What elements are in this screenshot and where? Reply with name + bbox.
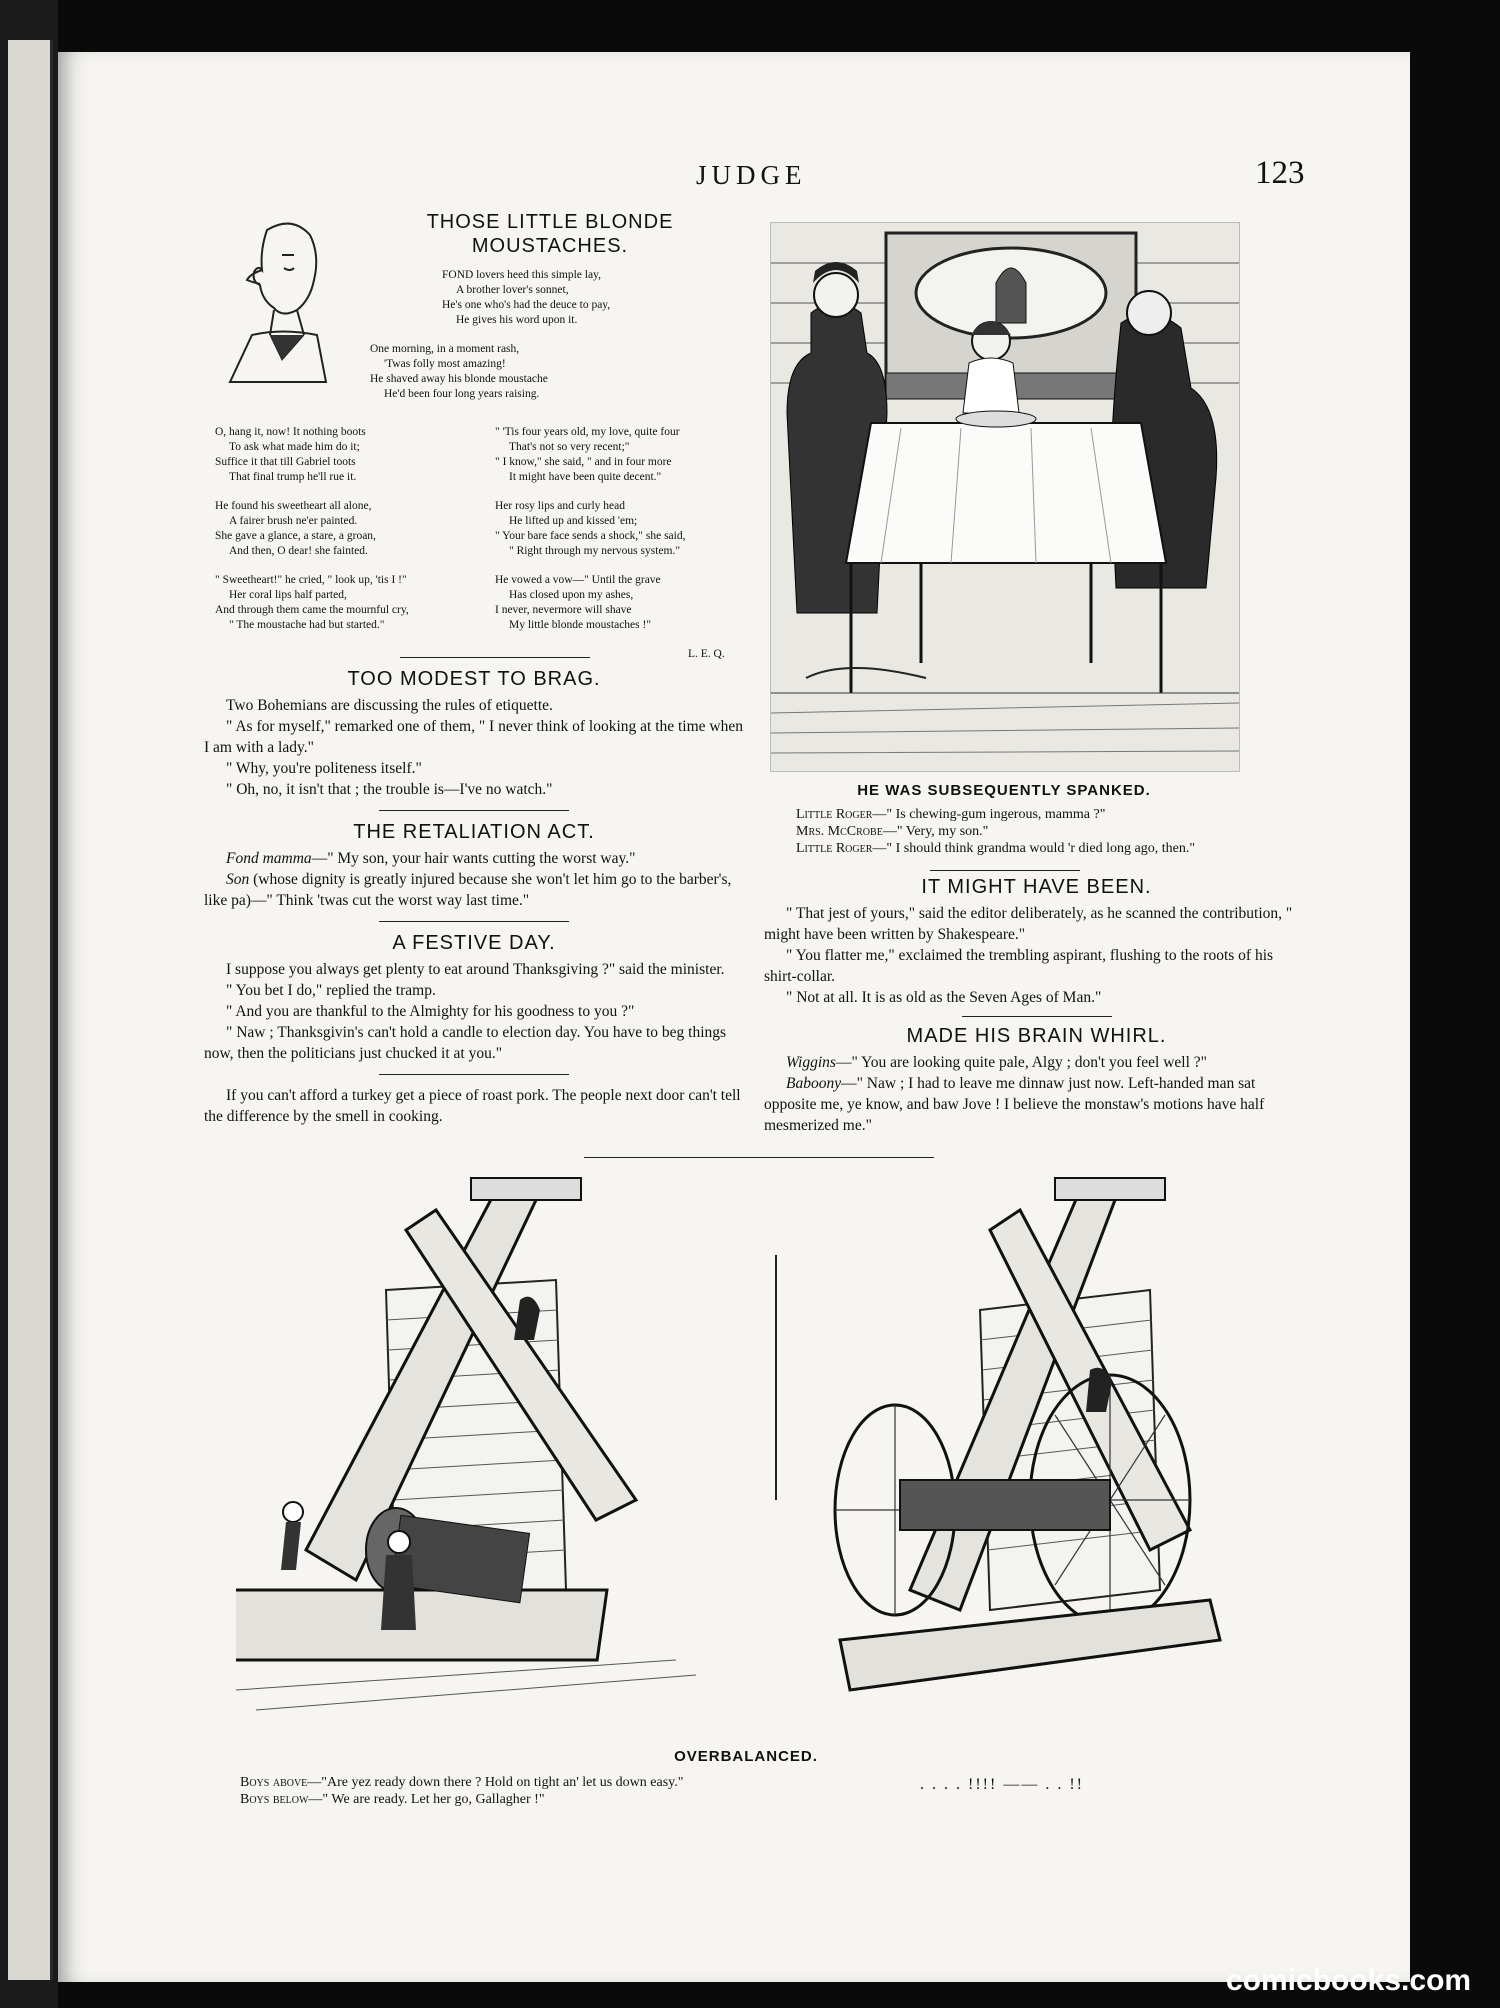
speaker: Baboony [786,1075,842,1092]
verse-line: He shaved away his blonde moustache [370,373,548,385]
paragraph: " And you are thankful to the Almighty for his goodness to you ?" [226,1003,635,1020]
poem-right-column [495,425,760,647]
panel-divider [775,1255,777,1500]
dialogue-line [796,806,1246,823]
portrait-sketch [222,210,332,385]
dialogue-line [218,1791,758,1808]
verse-line: He lifted up and kissed 'em; [509,515,638,527]
watermark: comicbooks.com [1226,1964,1472,1997]
verse-line: FOND lovers heed this simple lay, [442,269,601,281]
divider [400,657,590,658]
dialogue: —" We are ready. Let her go, Gallagher !" [308,1792,545,1807]
verse-line: " The moustache had but started." [229,619,385,631]
dialogue: —" My son, your hair wants cutting the worst way." [311,850,636,867]
paragraph: If you can't afford a turkey get a piece of roast pork. The people next door can't tell the difference by the smell in cooking. [204,1087,741,1125]
paragraph [204,869,744,911]
speaker: Boys above [240,1775,308,1790]
paragraph: " You bet I do," replied the tramp. [226,982,436,999]
verse-line: He's one who's had the deuce to pay, [442,299,611,311]
dialogue: —" Very, my son." [882,824,989,839]
overbalanced-exclamation: . . . . !!!! —— . . !! [920,1776,1084,1793]
dialogue-line [218,1774,758,1791]
dialogue: —" Is chewing-gum ingerous, mamma ?" [872,807,1106,822]
verse-line: That's not so very recent;" [509,441,630,453]
dialogue: —" You are looking quite pale, Algy ; don't you feel well ?" [835,1054,1207,1071]
dialogue-line [796,823,1246,840]
speaker: Fond mamma [226,850,312,867]
poem-left-column [215,425,475,647]
retaliation-title: THE RETALIATION ACT. [353,821,595,843]
paragraph: " Naw ; Thanksgivin's can't hold a candle to election day. You have to beg things now, then the politicians just chucked it at you." [204,1024,727,1062]
divider [379,1074,569,1075]
paragraph: " Why, you're politeness itself." [226,760,422,777]
verse-line: " Sweetheart!" he cried, " look up, 'tis I !" [215,574,407,586]
verse-line: And then, O dear! she fainted. [229,545,368,557]
section-divider [584,1157,934,1158]
verse-line: One morning, in a moment rash, [370,343,520,355]
verse-line: " Your bare face sends a shock," she said, [495,530,686,542]
verse-line: Suffice it that till Gabriel toots [215,456,356,468]
poem-title-line-1: THOSE LITTLE BLONDE [426,211,674,233]
masthead: JUDGE [696,160,807,190]
spanked-dialogue [796,806,1246,857]
paragraph [764,1052,1309,1073]
festive-body [204,959,744,1064]
speaker: Boys below [240,1792,309,1807]
overbalanced-panel-2 [810,1170,1255,1740]
verse-line: That final trump he'll rue it. [229,471,357,483]
speaker: Little Roger [796,841,873,856]
overbalanced-panel-1 [236,1170,736,1740]
left-column [204,668,744,1127]
verse-line: 'Twas folly most amazing! [384,358,506,370]
divider [379,810,569,811]
overbalanced-caption: OVERBALANCED. [674,1748,818,1765]
verse-line: He vowed a vow—" Until the grave [495,574,661,586]
paragraph: I suppose you always get plenty to eat around Thanksgiving ?" said the minister. [226,961,725,978]
verse-line: To ask what made him do it; [229,441,360,453]
paragraph: Two Bohemians are discussing the rules of etiquette. [226,697,553,714]
verse-line: It might have been quite decent." [509,471,662,483]
verse-line: " Right through my nervous system." [509,545,681,557]
verse-line: Her rosy lips and curly head [495,500,625,512]
too-modest-body [204,695,744,800]
divider [379,921,569,922]
speaker: Wiggins [786,1054,836,1071]
paragraph: " As for myself," remarked one of them, " I never think of looking at the time when I am with a lady." [204,718,744,756]
verse-line: He gives his word upon it. [456,314,578,326]
verse-line: " I know," she said, " and in four more [495,456,672,468]
dialogue: —" Naw ; I had to leave me dinnaw just now. Left-handed man sat opposite me, ye know, and baw Jove ! I believe the monstaw's motions have half mesmerized me." [764,1075,1265,1134]
verse-line: He'd been four long years raising. [384,388,540,400]
verse-line: " 'Tis four years old, my love, quite four [495,426,680,438]
verse-line: My little blonde moustaches !" [509,619,652,631]
dinner-table-illustration [770,222,1240,772]
brain-whirl-title: MADE HIS BRAIN WHIRL. [906,1025,1167,1047]
divider [962,1016,1112,1017]
speaker: Mrs. McCrobe [796,824,883,839]
might-have-been-title: IT MIGHT HAVE BEEN. [921,876,1152,898]
festive-title: A FESTIVE DAY. [392,932,556,954]
verse-line: And through them came the mournful cry, [215,604,409,616]
spanked-caption: HE WAS SUBSEQUENTLY SPANKED. [857,782,1151,799]
verse-line: Her coral lips half parted, [229,589,347,601]
divider [930,870,1080,871]
page-number: 123 [1255,155,1305,191]
verse-line: A brother lover's sonnet, [456,284,569,296]
verse-line: O, hang it, now! It nothing boots [215,426,366,438]
poem-signature: L. E. Q. [688,648,725,660]
paragraph: " You flatter me," exclaimed the trembling aspirant, flushing to the roots of his shirt-collar. [764,947,1274,985]
dialogue: —" I should think grandma would 'r died long ago, then." [872,841,1196,856]
retaliation-body [204,848,744,911]
verse-line: I never, nevermore will shave [495,604,632,616]
verse-line: He found his sweetheart all alone, [215,500,372,512]
right-column [764,876,1309,1136]
brain-whirl-body [764,1052,1309,1136]
speaker: Son [226,871,250,888]
verse-line: Has closed upon my ashes, [509,589,634,601]
poem-title [400,210,700,258]
might-have-been-body [764,903,1309,1008]
speaker: Little Roger [796,807,873,822]
dialogue: —"Are yez ready down there ? Hold on tight an' let us down easy." [307,1775,684,1790]
dialogue: (whose dignity is greatly injured because she won't let him go to the barber's, like pa)—" Think 'twas cut the worst way last time." [204,871,732,909]
too-modest-title: TOO MODEST TO BRAG. [347,668,601,690]
previous-page-edge [8,40,53,1980]
roast-pork-filler [204,1085,744,1127]
paragraph: " Oh, no, it isn't that ; the trouble is—I've no watch." [226,781,553,798]
binding-strip [0,0,58,2008]
overbalanced-dialogue [218,1774,758,1808]
verse-line: A fairer brush ne'er painted. [229,515,358,527]
paragraph: " That jest of yours," said the editor deliberately, as he scanned the contribution, " might have been written by Shakespeare." [764,905,1293,943]
poem-intro [370,268,690,416]
dialogue-line [796,840,1246,857]
paragraph [204,848,744,869]
poem-title-line-2: MOUSTACHES. [471,235,629,257]
verse-line: She gave a glance, a stare, a groan, [215,530,376,542]
paragraph: " Not at all. It is as old as the Seven Ages of Man." [786,989,1102,1006]
paragraph [764,1073,1309,1136]
